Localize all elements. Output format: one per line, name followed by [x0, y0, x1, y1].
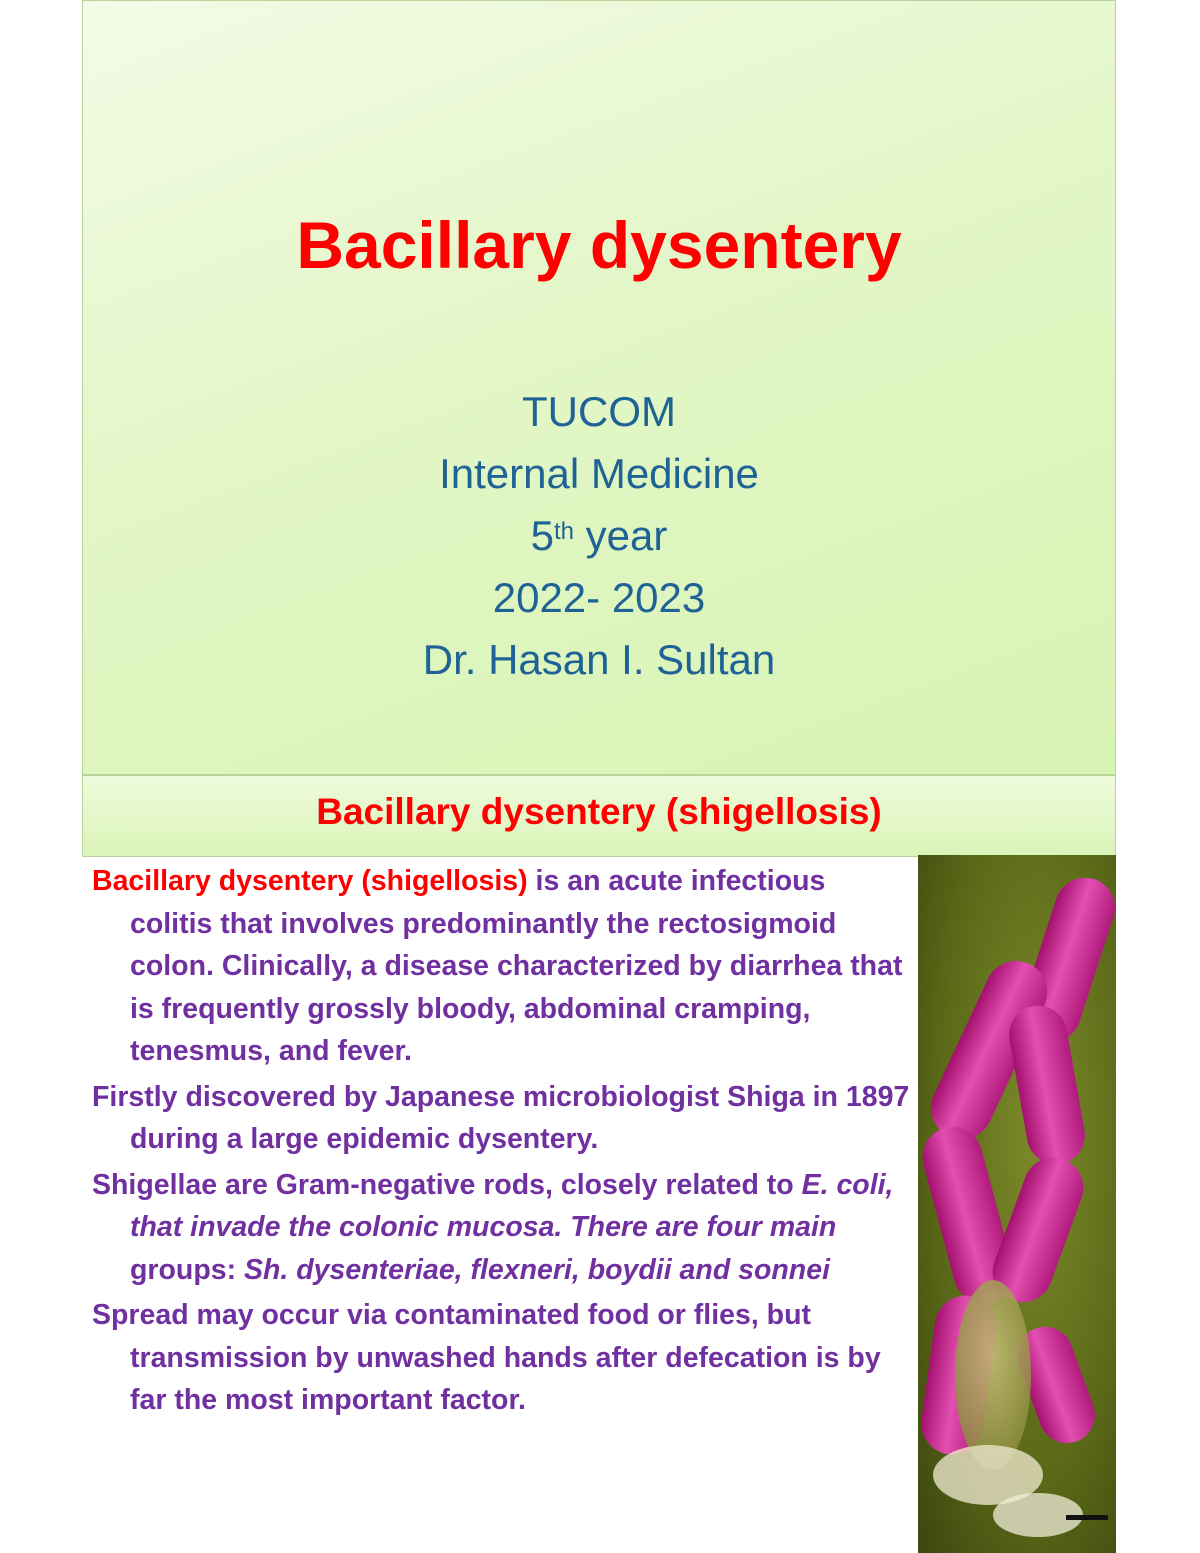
author: Dr. Hasan I. Sultan [422, 636, 776, 683]
institution: TUCOM [522, 388, 676, 435]
shigella-micrograph-image [918, 855, 1116, 1553]
title-slide [82, 0, 1116, 775]
content-slide-title: Bacillary dysentery (shigellosis) [316, 791, 882, 832]
paragraph-discovery: Firstly discovered by Japanese microbiologist Shiga in 1897 during a large epidemic dysentery. [92, 1080, 910, 1155]
slide-title: Bacillary dysentery [296, 208, 902, 282]
department: Internal Medicine [439, 450, 759, 497]
content-slide-header [82, 775, 1116, 857]
academic-session: 2022- 2023 [492, 574, 706, 621]
paragraph-classification: Shigellae are Gram-negative rods, closely related to E. coli, that invade the colonic mucosa. There are four main groups: Sh. dysenteriae, flexneri, boydii and sonnei [92, 1168, 894, 1286]
content-slide-body [92, 860, 912, 1425]
paragraph-definition: Bacillary dysentery (shigellosis) is an acute infectious colitis that involves predominantly the rectosigmoid colon. Clinically, a disease characterized by diarrhea that is frequently grossly bloody, abdominal cramping, tenesmus, and fever. [92, 865, 903, 1067]
study-year: 5th year [530, 512, 668, 559]
paragraph-transmission: Spread may occur via contaminated food or flies, but transmission by unwashed hands after defecation is by far the most important factor. [92, 1299, 881, 1416]
slide-subtitle-block [83, 381, 1115, 691]
